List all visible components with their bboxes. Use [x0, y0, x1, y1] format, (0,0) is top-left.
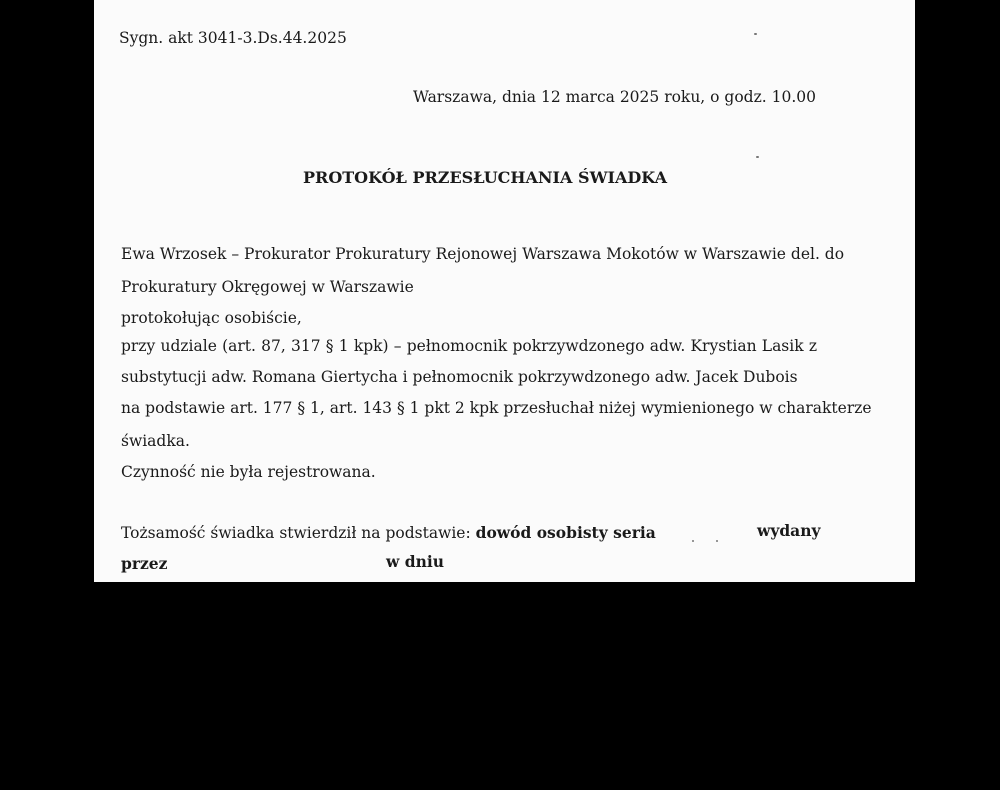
body-line-8: Czynność nie była rejestrowana. [121, 463, 376, 481]
body-line-6: na podstawie art. 177 § 1, art. 143 § 1 pkt 2 kpk przesłuchał niżej wymienionego w charakterze [121, 399, 872, 417]
scan-speck [756, 156, 759, 158]
body-line-4: przy udziale (art. 87, 317 § 1 kpk) – pełnomocnik pokrzywdzonego adw. Krystian Lasik z [121, 337, 817, 355]
body-line-5: substytucji adw. Romana Giertycha i pełnomocnik pokrzywdzonego adw. Jacek Dubois [121, 368, 798, 386]
place-and-date: Warszawa, dnia 12 marca 2025 roku, o godz. 10.00 [412, 88, 816, 106]
body-line-7: świadka. [121, 432, 190, 450]
identity-document: dowód osobisty seria [475, 523, 656, 542]
document-title: PROTOKÓŁ PRZESŁUCHANIA ŚWIADKA [303, 168, 667, 187]
identity-by: przez [121, 554, 168, 573]
scan-speck [692, 540, 694, 542]
scan-speck [754, 33, 757, 35]
identity-line [121, 523, 656, 543]
body-line-1: Ewa Wrzosek – Prokurator Prokuratury Rejonowej Warszawa Mokotów w Warszawie del. do [121, 245, 845, 263]
identity-issued: wydany [757, 521, 821, 540]
body-line-2: Prokuratury Okręgowej w Warszawie [121, 278, 414, 296]
identity-lead: Tożsamość świadka stwierdził na podstawie: [121, 524, 476, 542]
body-line-3: protokołując osobiście, [121, 309, 302, 327]
case-reference: Sygn. akt 3041-3.Ds.44.2025 [119, 29, 347, 47]
document-page [94, 0, 915, 582]
identity-on-date: w dniu [386, 552, 445, 571]
scan-speck [716, 540, 718, 542]
